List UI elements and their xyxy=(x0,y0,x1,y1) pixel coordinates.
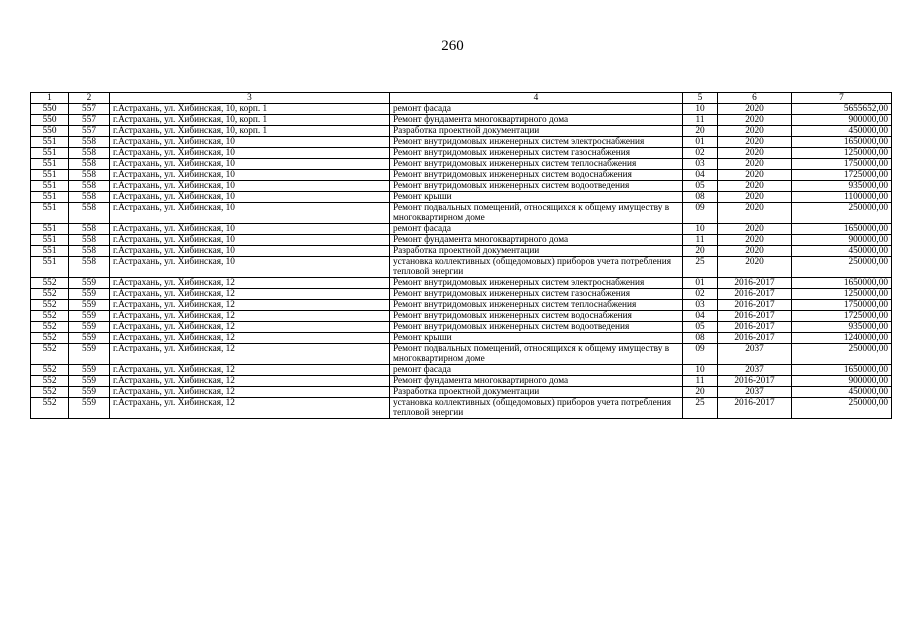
cell-record-no: 551 xyxy=(31,181,69,192)
cell-address: г.Астрахань, ул. Хибинская, 10 xyxy=(110,246,390,257)
cell-period: 2020 xyxy=(718,104,792,115)
table-row xyxy=(31,192,892,203)
cell-cost: 450000,00 xyxy=(792,246,892,257)
cell-house-no: 559 xyxy=(69,300,110,311)
cell-work-code: 11 xyxy=(683,115,718,126)
cell-work-type: Ремонт подвальных помещений, относящихся к общему имуществу в многоквартирном доме xyxy=(390,203,683,224)
cell-period: 2020 xyxy=(718,235,792,246)
cell-house-no: 557 xyxy=(69,126,110,137)
cell-work-code: 20 xyxy=(683,387,718,398)
cell-work-code: 04 xyxy=(683,170,718,181)
cell-record-no: 551 xyxy=(31,159,69,170)
cell-work-code: 25 xyxy=(683,257,718,278)
cell-house-no: 558 xyxy=(69,148,110,159)
cell-work-type: Разработка проектной документации xyxy=(390,246,683,257)
cell-record-no: 550 xyxy=(31,126,69,137)
table-row xyxy=(31,148,892,159)
table-row xyxy=(31,344,892,365)
cell-record-no: 551 xyxy=(31,246,69,257)
cell-cost: 450000,00 xyxy=(792,126,892,137)
cell-address: г.Астрахань, ул. Хибинская, 10 xyxy=(110,137,390,148)
cell-work-type: Ремонт фундамента многоквартирного дома xyxy=(390,376,683,387)
cell-period: 2020 xyxy=(718,115,792,126)
cell-work-type: установка коллективных (общедомовых) приборов учета потребления тепловой энергии xyxy=(390,257,683,278)
cell-record-no: 551 xyxy=(31,137,69,148)
cell-work-type: Ремонт внутридомовых инженерных систем водоснабжения xyxy=(390,311,683,322)
cell-address: г.Астрахань, ул. Хибинская, 10 xyxy=(110,192,390,203)
cell-work-code: 09 xyxy=(683,203,718,224)
cell-cost: 1650000,00 xyxy=(792,278,892,289)
page-number: 260 xyxy=(441,38,464,54)
cell-work-type: Ремонт внутридомовых инженерных систем водоотведения xyxy=(390,322,683,333)
cell-house-no: 558 xyxy=(69,192,110,203)
cell-record-no: 550 xyxy=(31,104,69,115)
cell-work-type: Ремонт внутридомовых инженерных систем водоотведения xyxy=(390,181,683,192)
cell-record-no: 552 xyxy=(31,398,69,419)
works-table xyxy=(30,92,892,419)
cell-period: 2020 xyxy=(718,159,792,170)
column-header: 3 xyxy=(110,93,390,104)
table-row xyxy=(31,289,892,300)
cell-cost: 250000,00 xyxy=(792,257,892,278)
table-row xyxy=(31,398,892,419)
table-row xyxy=(31,365,892,376)
column-header: 4 xyxy=(390,93,683,104)
cell-record-no: 552 xyxy=(31,311,69,322)
cell-address: г.Астрахань, ул. Хибинская, 12 xyxy=(110,344,390,365)
cell-address: г.Астрахань, ул. Хибинская, 12 xyxy=(110,278,390,289)
cell-work-code: 11 xyxy=(683,235,718,246)
column-header: 2 xyxy=(69,93,110,104)
cell-house-no: 558 xyxy=(69,224,110,235)
cell-record-no: 552 xyxy=(31,289,69,300)
cell-work-type: Ремонт внутридомовых инженерных систем электроснабжения xyxy=(390,278,683,289)
cell-address: г.Астрахань, ул. Хибинская, 10 xyxy=(110,203,390,224)
cell-cost: 1750000,00 xyxy=(792,159,892,170)
cell-cost: 1100000,00 xyxy=(792,192,892,203)
cell-record-no: 551 xyxy=(31,170,69,181)
cell-house-no: 558 xyxy=(69,137,110,148)
table-row xyxy=(31,257,892,278)
cell-work-type: Ремонт внутридомовых инженерных систем газоснабжения xyxy=(390,148,683,159)
cell-record-no: 550 xyxy=(31,115,69,126)
header-row xyxy=(31,93,892,104)
table-row xyxy=(31,126,892,137)
cell-house-no: 559 xyxy=(69,365,110,376)
cell-period: 2020 xyxy=(718,257,792,278)
cell-cost: 935000,00 xyxy=(792,181,892,192)
cell-record-no: 552 xyxy=(31,387,69,398)
column-header: 6 xyxy=(718,93,792,104)
cell-work-type: Ремонт внутридомовых инженерных систем электроснабжения xyxy=(390,137,683,148)
cell-work-type: Ремонт подвальных помещений, относящихся к общему имуществу в многоквартирном доме xyxy=(390,344,683,365)
cell-house-no: 559 xyxy=(69,398,110,419)
cell-address: г.Астрахань, ул. Хибинская, 10, корп. 1 xyxy=(110,104,390,115)
cell-work-code: 05 xyxy=(683,181,718,192)
cell-address: г.Астрахань, ул. Хибинская, 10 xyxy=(110,170,390,181)
cell-cost: 1650000,00 xyxy=(792,224,892,235)
cell-work-type: Ремонт крыши xyxy=(390,192,683,203)
cell-period: 2016-2017 xyxy=(718,311,792,322)
table-row xyxy=(31,170,892,181)
table-row xyxy=(31,115,892,126)
cell-record-no: 552 xyxy=(31,322,69,333)
cell-period: 2037 xyxy=(718,387,792,398)
cell-house-no: 559 xyxy=(69,333,110,344)
cell-work-type: установка коллективных (общедомовых) приборов учета потребления тепловой энергии xyxy=(390,398,683,419)
cell-work-type: Ремонт фундамента многоквартирного дома xyxy=(390,115,683,126)
table-row xyxy=(31,246,892,257)
table-row xyxy=(31,137,892,148)
cell-record-no: 551 xyxy=(31,257,69,278)
table-row xyxy=(31,322,892,333)
cell-work-type: Ремонт внутридомовых инженерных систем теплоснабжения xyxy=(390,159,683,170)
cell-cost: 900000,00 xyxy=(792,376,892,387)
table-row xyxy=(31,387,892,398)
cell-work-type: Ремонт крыши xyxy=(390,333,683,344)
table-row xyxy=(31,333,892,344)
cell-work-code: 20 xyxy=(683,246,718,257)
cell-cost: 1725000,00 xyxy=(792,170,892,181)
cell-record-no: 552 xyxy=(31,278,69,289)
table-row xyxy=(31,300,892,311)
cell-period: 2020 xyxy=(718,126,792,137)
table-row xyxy=(31,159,892,170)
cell-cost: 1250000,00 xyxy=(792,289,892,300)
cell-work-code: 10 xyxy=(683,365,718,376)
cell-work-code: 01 xyxy=(683,278,718,289)
cell-period: 2037 xyxy=(718,365,792,376)
cell-work-code: 03 xyxy=(683,159,718,170)
cell-record-no: 551 xyxy=(31,192,69,203)
cell-work-code: 03 xyxy=(683,300,718,311)
table-row xyxy=(31,235,892,246)
cell-house-no: 559 xyxy=(69,387,110,398)
cell-work-type: Ремонт внутридомовых инженерных систем теплоснабжения xyxy=(390,300,683,311)
cell-address: г.Астрахань, ул. Хибинская, 10 xyxy=(110,224,390,235)
cell-house-no: 557 xyxy=(69,104,110,115)
cell-work-code: 05 xyxy=(683,322,718,333)
cell-period: 2020 xyxy=(718,192,792,203)
cell-record-no: 551 xyxy=(31,224,69,235)
cell-period: 2016-2017 xyxy=(718,398,792,419)
cell-record-no: 552 xyxy=(31,365,69,376)
column-header: 1 xyxy=(31,93,69,104)
cell-cost: 1725000,00 xyxy=(792,311,892,322)
cell-address: г.Астрахань, ул. Хибинская, 10, корп. 1 xyxy=(110,126,390,137)
cell-work-type: Ремонт внутридомовых инженерных систем газоснабжения xyxy=(390,289,683,300)
cell-record-no: 551 xyxy=(31,203,69,224)
cell-house-no: 558 xyxy=(69,235,110,246)
cell-cost: 900000,00 xyxy=(792,115,892,126)
cell-work-code: 08 xyxy=(683,192,718,203)
cell-house-no: 558 xyxy=(69,257,110,278)
table-row xyxy=(31,203,892,224)
cell-house-no: 558 xyxy=(69,159,110,170)
cell-address: г.Астрахань, ул. Хибинская, 10 xyxy=(110,148,390,159)
cell-address: г.Астрахань, ул. Хибинская, 12 xyxy=(110,311,390,322)
cell-address: г.Астрахань, ул. Хибинская, 12 xyxy=(110,365,390,376)
cell-period: 2016-2017 xyxy=(718,333,792,344)
cell-cost: 900000,00 xyxy=(792,235,892,246)
cell-period: 2016-2017 xyxy=(718,289,792,300)
cell-work-code: 20 xyxy=(683,126,718,137)
table-row xyxy=(31,181,892,192)
cell-work-code: 25 xyxy=(683,398,718,419)
cell-house-no: 558 xyxy=(69,203,110,224)
cell-work-code: 02 xyxy=(683,289,718,300)
cell-period: 2020 xyxy=(718,181,792,192)
cell-period: 2020 xyxy=(718,203,792,224)
cell-address: г.Астрахань, ул. Хибинская, 12 xyxy=(110,289,390,300)
cell-house-no: 559 xyxy=(69,289,110,300)
cell-house-no: 557 xyxy=(69,115,110,126)
table-row xyxy=(31,376,892,387)
cell-record-no: 552 xyxy=(31,376,69,387)
cell-house-no: 558 xyxy=(69,246,110,257)
cell-cost: 1650000,00 xyxy=(792,137,892,148)
cell-work-code: 02 xyxy=(683,148,718,159)
cell-address: г.Астрахань, ул. Хибинская, 12 xyxy=(110,387,390,398)
cell-period: 2020 xyxy=(718,170,792,181)
cell-address: г.Астрахань, ул. Хибинская, 12 xyxy=(110,300,390,311)
cell-period: 2016-2017 xyxy=(718,278,792,289)
cell-cost: 250000,00 xyxy=(792,398,892,419)
table-row xyxy=(31,104,892,115)
cell-house-no: 558 xyxy=(69,181,110,192)
cell-period: 2020 xyxy=(718,148,792,159)
cell-record-no: 551 xyxy=(31,148,69,159)
cell-address: г.Астрахань, ул. Хибинская, 10 xyxy=(110,181,390,192)
cell-period: 2016-2017 xyxy=(718,300,792,311)
cell-work-type: ремонт фасада xyxy=(390,224,683,235)
cell-cost: 1250000,00 xyxy=(792,148,892,159)
cell-work-code: 08 xyxy=(683,333,718,344)
cell-address: г.Астрахань, ул. Хибинская, 12 xyxy=(110,376,390,387)
cell-record-no: 551 xyxy=(31,235,69,246)
table-row xyxy=(31,224,892,235)
cell-work-type: Разработка проектной документации xyxy=(390,387,683,398)
cell-address: г.Астрахань, ул. Хибинская, 10 xyxy=(110,235,390,246)
cell-address: г.Астрахань, ул. Хибинская, 12 xyxy=(110,398,390,419)
cell-address: г.Астрахань, ул. Хибинская, 12 xyxy=(110,322,390,333)
cell-work-type: Ремонт внутридомовых инженерных систем водоснабжения xyxy=(390,170,683,181)
cell-address: г.Астрахань, ул. Хибинская, 12 xyxy=(110,333,390,344)
cell-address: г.Астрахань, ул. Хибинская, 10 xyxy=(110,257,390,278)
cell-house-no: 559 xyxy=(69,311,110,322)
cell-work-code: 10 xyxy=(683,104,718,115)
cell-period: 2020 xyxy=(718,246,792,257)
table-row xyxy=(31,311,892,322)
cell-work-type: ремонт фасада xyxy=(390,365,683,376)
cell-house-no: 559 xyxy=(69,376,110,387)
cell-cost: 935000,00 xyxy=(792,322,892,333)
cell-record-no: 552 xyxy=(31,344,69,365)
column-header: 5 xyxy=(683,93,718,104)
cell-cost: 250000,00 xyxy=(792,203,892,224)
cell-cost: 250000,00 xyxy=(792,344,892,365)
cell-cost: 450000,00 xyxy=(792,387,892,398)
cell-period: 2020 xyxy=(718,224,792,235)
cell-period: 2016-2017 xyxy=(718,322,792,333)
column-header: 7 xyxy=(792,93,892,104)
cell-cost: 5655652,00 xyxy=(792,104,892,115)
cell-cost: 1240000,00 xyxy=(792,333,892,344)
cell-work-code: 11 xyxy=(683,376,718,387)
cell-record-no: 552 xyxy=(31,333,69,344)
cell-work-code: 04 xyxy=(683,311,718,322)
cell-address: г.Астрахань, ул. Хибинская, 10 xyxy=(110,159,390,170)
cell-work-type: ремонт фасада xyxy=(390,104,683,115)
cell-cost: 1650000,00 xyxy=(792,365,892,376)
cell-period: 2020 xyxy=(718,137,792,148)
cell-work-code: 01 xyxy=(683,137,718,148)
cell-house-no: 558 xyxy=(69,170,110,181)
cell-record-no: 552 xyxy=(31,300,69,311)
cell-house-no: 559 xyxy=(69,344,110,365)
cell-house-no: 559 xyxy=(69,278,110,289)
cell-cost: 1750000,00 xyxy=(792,300,892,311)
cell-period: 2037 xyxy=(718,344,792,365)
cell-work-type: Разработка проектной документации xyxy=(390,126,683,137)
cell-address: г.Астрахань, ул. Хибинская, 10, корп. 1 xyxy=(110,115,390,126)
cell-period: 2016-2017 xyxy=(718,376,792,387)
cell-work-type: Ремонт фундамента многоквартирного дома xyxy=(390,235,683,246)
cell-house-no: 559 xyxy=(69,322,110,333)
table-row xyxy=(31,278,892,289)
cell-work-code: 10 xyxy=(683,224,718,235)
cell-work-code: 09 xyxy=(683,344,718,365)
